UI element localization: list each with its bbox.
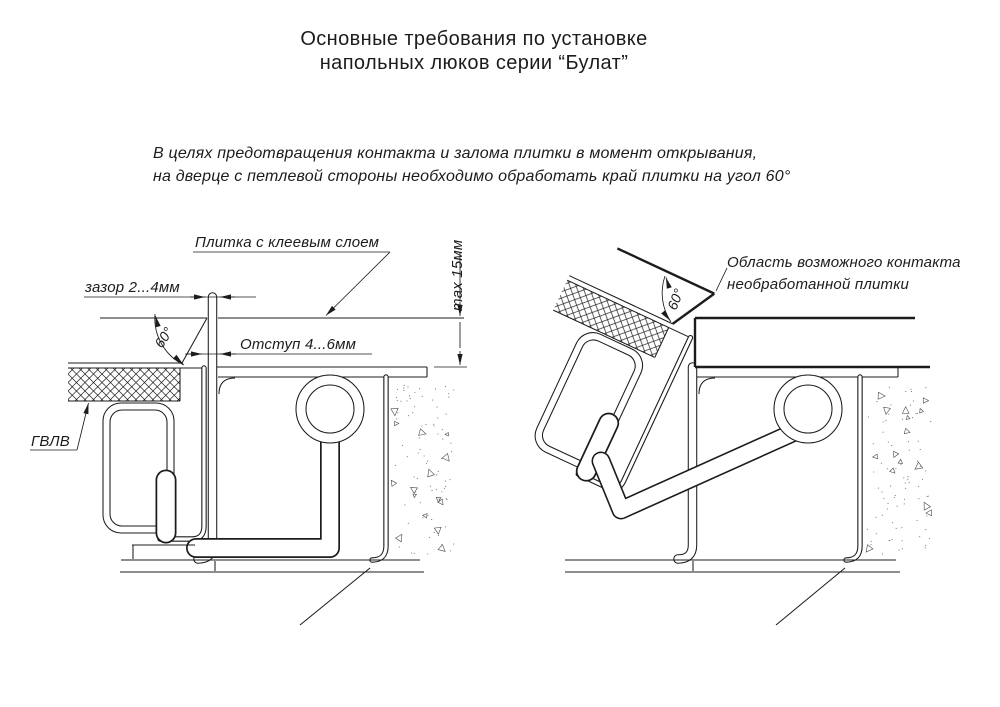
left-diagram-closed-hatch xyxy=(30,234,467,625)
gvl-label: ГВЛВ xyxy=(31,433,70,450)
title-block xyxy=(153,28,791,185)
page-title-line1: Основные требования по установке xyxy=(300,28,648,50)
gvl-board-hatch-tilted xyxy=(553,280,668,357)
page-title-line2: напольных люков серии “Булат” xyxy=(319,52,629,74)
concrete-texture-left xyxy=(391,385,454,554)
max-thickness-label: max 15мм xyxy=(449,239,466,311)
left-annotations xyxy=(30,234,467,450)
fixed-tile-untreated xyxy=(695,318,930,367)
gvl-board-hatch xyxy=(68,368,180,401)
frame-outer-wall xyxy=(372,377,386,560)
hinge-barrel-right xyxy=(774,375,842,443)
door-tile-section xyxy=(68,318,207,368)
bevel-angle-label-left: 60° xyxy=(151,324,177,351)
contact-area-label-line2: необработанной плитки xyxy=(727,276,910,293)
right-diagram-open-hatch xyxy=(495,235,961,625)
tile-glue-label: Плитка с клеевым слоем xyxy=(195,234,380,251)
note-line1: В целях предотвращения контакта и залома плитки в момент открывания, xyxy=(153,145,758,162)
hinge-barrel xyxy=(296,375,364,443)
break-line xyxy=(300,568,370,625)
concrete-texture-right xyxy=(866,387,932,555)
door-tile-top-tilted xyxy=(617,248,714,293)
right-annotations xyxy=(662,254,961,322)
offset-dimension-label: Отступ 4...6мм xyxy=(240,336,357,353)
frame-bottom-pan-right xyxy=(565,560,900,625)
note-line2: на дверце с петлевой стороны необходимо обработать край плитки на угол 60° xyxy=(153,168,791,185)
frame-outer-wall-right xyxy=(846,377,860,560)
gap-dimension-label: зазор 2...4мм xyxy=(85,279,180,296)
contact-area-label-line1: Область возможного контакта xyxy=(727,254,961,271)
bevel-angle-label-right: 60° xyxy=(663,286,687,313)
break-line-right xyxy=(776,568,845,625)
